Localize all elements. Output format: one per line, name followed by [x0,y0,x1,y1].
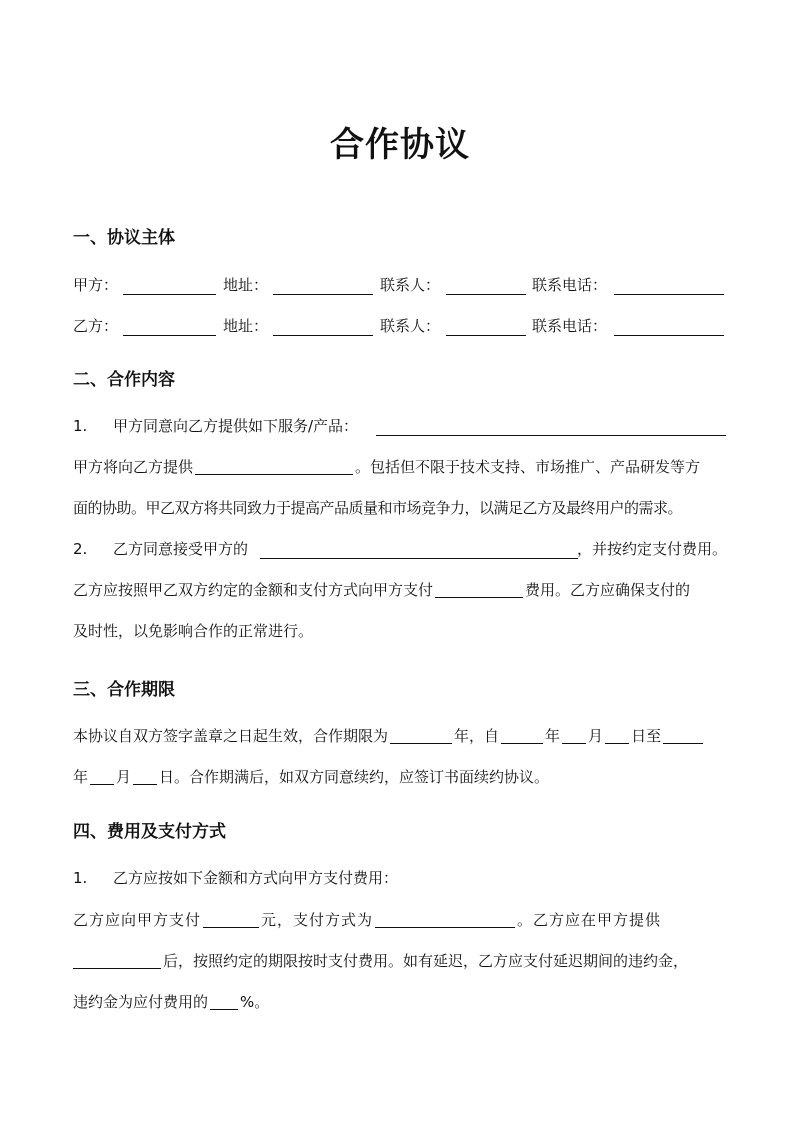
payment-fee-blank[interactable] [435,581,523,598]
item-2-2-tail: ，并按约定支付费用。 [577,540,728,558]
end-month-unit: 月 [116,768,132,786]
term-year-from: 年，自 [454,727,500,745]
start-month-blank[interactable] [562,727,586,744]
penalty-text: 违约金为应付费用的 [73,993,209,1011]
party-b-phone-label: 联系电话： [532,317,608,335]
party-a-phone-blank[interactable] [614,278,724,295]
party-a-blank[interactable] [123,278,216,295]
party-a-contact-label: 联系人： [380,276,441,294]
accepted-service-blank[interactable] [260,542,578,559]
payment-amount-intro: 乙方应向甲方支付 [73,911,202,929]
item-2-2-line-3: 及时性，以免影响合作的正常进行。 [73,622,314,640]
item-2-1-line-2 [73,455,729,479]
term-renewal-text: 日。合作期满后，如双方同意续约，应签订书面续约协议。 [159,768,550,786]
item-2-2-number: 2. [73,540,88,558]
start-year-unit: 年 [545,727,561,745]
provided-content-blank[interactable] [195,458,353,475]
item-2-1-line-2-end: 。包括但不限于技术支持、市场推广、产品研发等方 [355,458,701,476]
party-b-blank[interactable] [123,319,216,336]
term-line-2 [73,765,729,789]
party-b-phone-blank[interactable] [614,319,724,336]
payment-method-intro: 元，支付方式为 [261,911,374,929]
end-year-unit: 年 [73,768,89,786]
party-b-address-blank[interactable] [273,319,373,336]
party-b-contact-blank[interactable] [446,319,526,336]
item-2-1-line-3: 面的协助。甲乙双方将共同致力于提高产品质量和市场竞争力，以满足乙方及最终用户的需求。 [73,499,683,517]
item-2-1-line-2-start: 甲方将向乙方提供 [73,458,194,476]
item-2-1-number: 1. [73,417,88,435]
item-2-2-text: 乙方同意接受甲方的 [113,540,249,558]
start-day-to: 日至 [631,727,662,745]
payment-method-blank[interactable] [375,911,515,928]
start-month-unit: 月 [588,727,604,745]
party-a-address-label: 地址： [223,276,269,294]
party-a-contact-blank[interactable] [446,278,526,295]
section-4-heading: 四、费用及支付方式 [73,822,226,842]
document-title: 合作协议 [330,125,470,165]
party-b-address-label: 地址： [223,317,269,335]
payment-delay-text: 后，按照约定的期限按时支付费用。如有延迟，乙方应支付延迟期间的违约金， [163,952,689,970]
term-years-blank[interactable] [390,727,452,744]
payment-condition-blank[interactable] [73,952,161,969]
party-b-contact-label: 联系人： [380,317,441,335]
end-month-blank[interactable] [90,768,114,785]
term-intro: 本协议自双方签字盖章之日起生效，合作期限为 [73,727,389,745]
item-2-1-text: 甲方同意向乙方提供如下服务/产品： [113,417,359,435]
section-2-heading: 二、合作内容 [73,370,175,390]
start-year-blank[interactable] [501,727,543,744]
penalty-percent-sign: %。 [240,993,270,1011]
payment-amount-blank[interactable] [203,911,259,928]
penalty-percent-blank[interactable] [210,993,238,1010]
item-4-1-number: 1. [73,869,88,887]
end-day-blank[interactable] [133,768,157,785]
item-2-2-line-2-end: 费用。乙方应确保支付的 [525,581,691,599]
term-line-1 [73,724,729,748]
payment-line-3 [73,990,729,1014]
item-4-1-text: 乙方应按如下金额和方式向甲方支付费用： [113,869,399,887]
section-1-heading: 一、协议主体 [73,228,175,248]
section-3-heading: 三、合作期限 [73,680,175,700]
payment-line-1 [73,908,729,932]
party-a-phone-label: 联系电话： [532,276,608,294]
party-a-label: 甲方： [73,276,119,294]
item-2-2-line-2-start: 乙方应按照甲乙双方约定的金额和支付方式向甲方支付 [73,581,434,599]
payment-condition-intro: 。乙方应在甲方提供 [517,911,662,929]
service-product-blank[interactable] [376,419,726,436]
payment-line-2 [73,949,729,973]
end-year-blank[interactable] [663,727,703,744]
party-b-label: 乙方： [73,317,119,335]
start-day-blank[interactable] [605,727,629,744]
item-2-2-line-2 [73,578,729,602]
party-a-address-blank[interactable] [273,278,373,295]
